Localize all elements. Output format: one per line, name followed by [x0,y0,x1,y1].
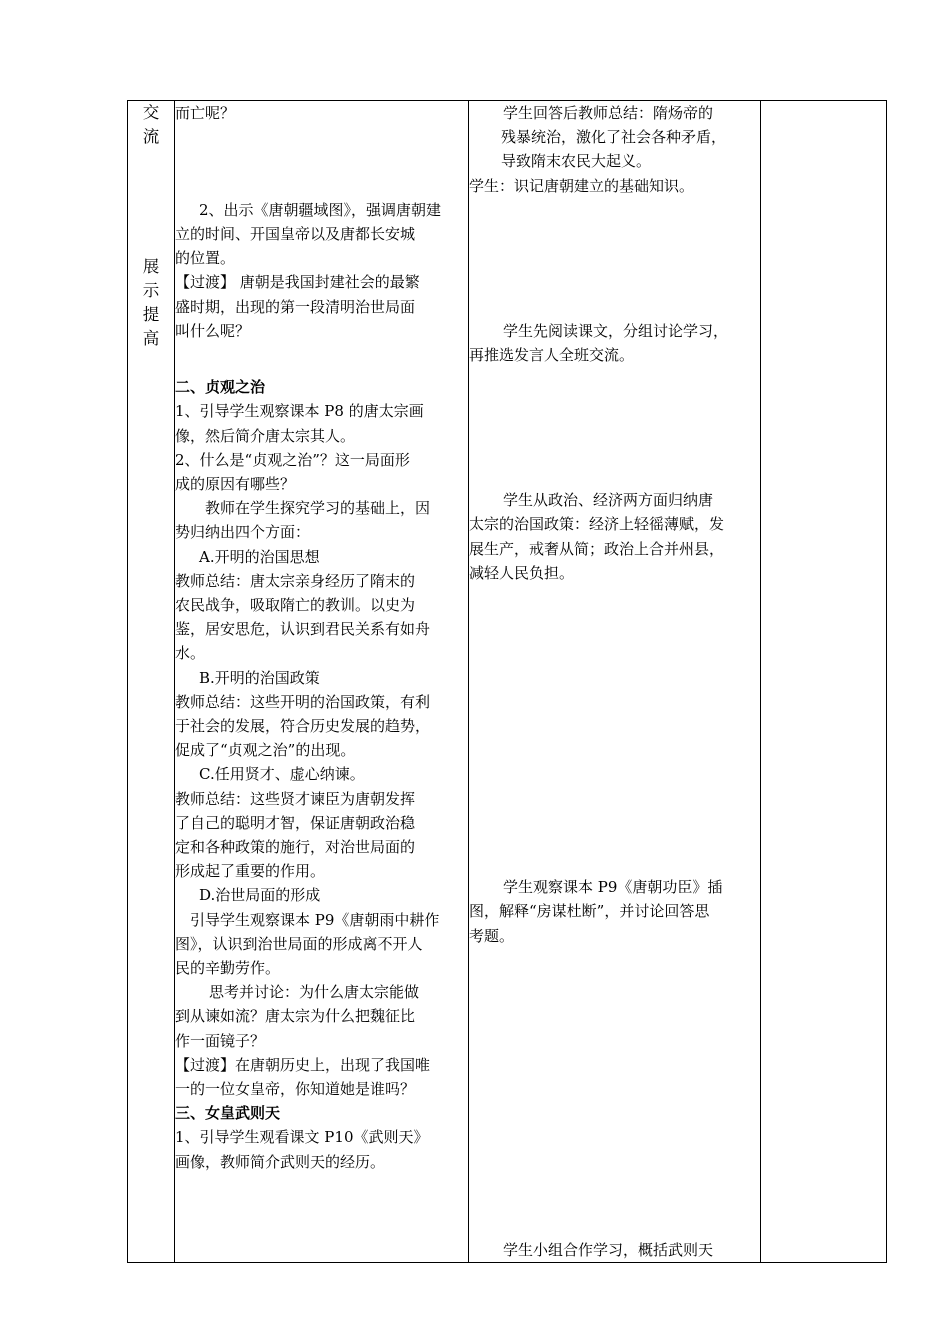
teacher-line: 思考并讨论：为什么唐太宗能做 [209,983,420,1002]
student-line: 学生：识记唐朝建立的基础知识。 [469,176,695,195]
student-line: 展生产，戒奢从简；政治上合并州县， [469,539,725,558]
student-line: 学生观察课本 P9《唐朝功臣》插 [503,878,723,897]
teacher-line: 图》，认识到治世局面的形成离不开人 [175,934,423,953]
notes-cell [761,101,887,1263]
teacher-line: 而亡呢？ [175,104,236,122]
section-heading: 二、贞观之治 [175,378,266,397]
teacher-line: 教师总结：这些贤才谏臣为唐朝发挥 [175,789,416,808]
teacher-line: A.开明的治国思想 [199,547,320,566]
student-line: 学生小组合作学习，概括武则天 [503,1241,714,1260]
teacher-line: 作一面镜子？ [175,1031,266,1050]
teacher-line: 引导学生观察课本 P9《唐朝雨中耕作 [190,910,440,929]
stage-label-char: 交 [142,103,160,122]
lesson-plan-table [127,100,887,1263]
teacher-line: C.任用贤才、虚心纳谏。 [199,765,365,784]
teacher-line: 成的原因有哪些？ [175,474,296,493]
teacher-line: 立的时间、开国皇帝以及唐都长安城 [175,224,416,243]
teacher-line: 农民战争，吸取隋亡的教训。以史为 [175,596,416,614]
student-line: 太宗的治国政策：经济上轻徭薄赋，发 [469,515,725,534]
teacher-line: 2、出示《唐朝疆域图》，强调唐朝建 [199,200,442,219]
teacher-line: 画像，教师简介武则天的经历。 [175,1152,386,1171]
teacher-line: 势归纳出四个方面： [175,523,311,542]
teacher-line: 教师总结：唐太宗亲身经历了隋末的 [175,571,416,590]
teacher-line: 促成了“贞观之治”的出现。 [175,741,356,760]
student-line: 学生回答后教师总结：隋炀帝的 [503,104,714,122]
teacher-line: 民的辛勤劳作。 [175,959,281,978]
stage-label-char: 提 [142,305,160,324]
teacher-line: 1、引导学生观察课本 P8 的唐太宗画 [175,402,424,421]
teacher-line: 到从谏如流？唐太宗为什么把魏征比 [175,1007,416,1026]
teacher-line: 的位置。 [175,249,236,268]
table-row [128,101,887,1263]
teacher-line: 于社会的发展，符合历史发展的趋势， [175,717,431,736]
student-line: 再推选发言人全班交流。 [469,345,635,364]
teacher-line: 像，然后简介唐太宗其人。 [175,426,356,445]
teacher-line: 教师在学生探究学习的基础上，因 [205,499,431,518]
teacher-line: 定和各种政策的施行，对治世局面的 [175,838,416,857]
teacher-line: 盛时期，出现的第一段清明治世局面 [175,297,416,316]
student-line: 学生从政治、经济两方面归纳唐 [503,491,714,510]
student-line: 图，解释“房谋杜断”，并讨论回答思 [469,902,710,921]
student-activity-cell [469,101,761,1263]
section-heading: 三、女皇武则天 [175,1104,281,1123]
stage-cell [128,101,175,1263]
teacher-line: 【过渡】 唐朝是我国封建社会的最繁 [175,273,420,292]
teacher-line: 2、什么是“贞观之治”？这一局面形 [175,450,410,469]
teacher-line: 水。 [175,644,206,663]
teacher-activity-cell [175,101,469,1263]
teacher-line: D.治世局面的形成 [199,886,321,905]
teacher-line: 叫什么呢？ [175,321,251,340]
student-line: 导致隋末农民大起义。 [501,152,652,171]
student-line: 减轻人民负担。 [469,563,575,582]
teacher-line: 鉴，居安思危，认识到君民关系有如舟 [175,620,431,639]
stage-label-char: 高 [142,329,160,348]
student-line: 学生先阅读课文，分组讨论学习， [503,321,729,340]
student-line: 考题。 [469,926,515,945]
teacher-line: 了自己的聪明才智，保证唐朝政治稳 [175,813,416,832]
teacher-line: 一的一位女皇帝，你知道她是谁吗？ [175,1080,416,1099]
student-line: 残暴统治，激化了社会各种矛盾， [501,128,727,147]
stage-gap [128,149,174,255]
teacher-line: 1、引导学生观看课文 P10《武则天》 [175,1128,429,1147]
stage-label-char: 展 [142,257,160,276]
teacher-line: B.开明的治国政策 [199,668,320,687]
stage-label-char: 流 [142,127,160,146]
teacher-line: 教师总结：这些开明的治国政策，有利 [175,692,431,711]
teacher-line: 【过渡】在唐朝历史上，出现了我国唯 [175,1055,431,1074]
stage-label-char: 示 [142,281,160,300]
teacher-line: 形成起了重要的作用。 [175,862,326,881]
